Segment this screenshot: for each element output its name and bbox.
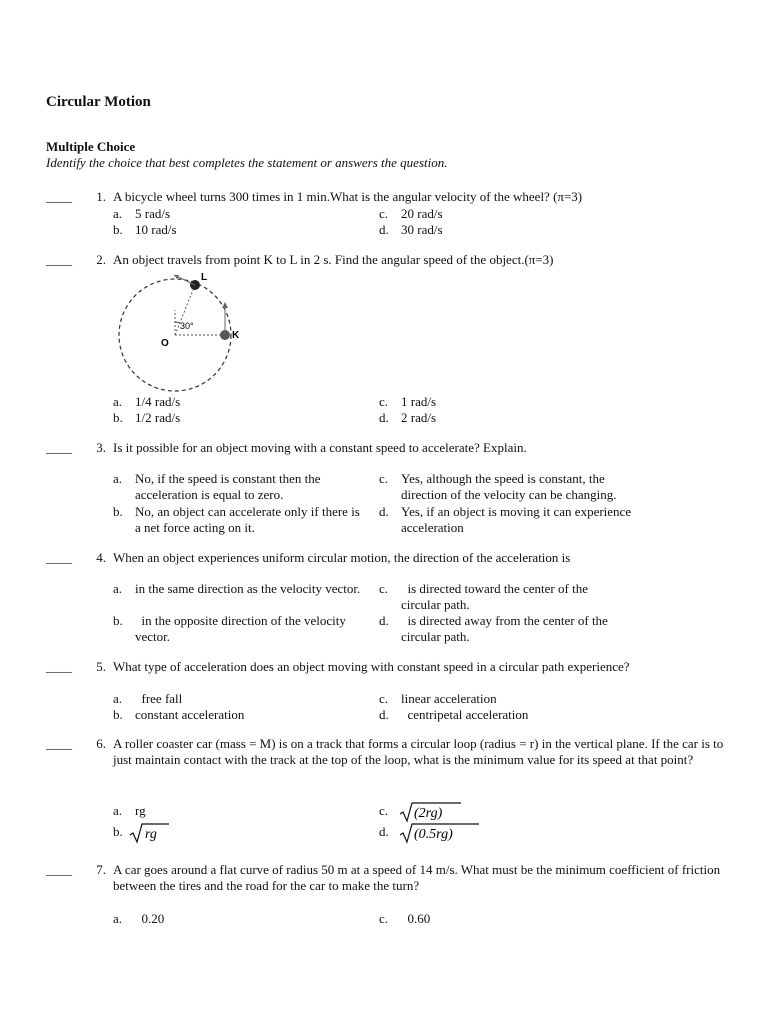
option-text: rg [135, 803, 146, 818]
question-text: A bicycle wheel turns 300 times in 1 min.What is the angular velocity of the wheel? (π=3) [113, 189, 583, 204]
option-text: 0.20 [135, 911, 165, 926]
label-L: L [201, 272, 208, 283]
question-text: A car goes around a flat curve of radius 50 m at a speed of 14 m/s. What must be the minimum coefficient of friction between the tires and the road for the car to make the turn? [113, 862, 721, 893]
angle-label: 30° [180, 321, 194, 331]
question-text: A roller coaster car (mass = M) is on a track that forms a circular loop (radius = r) in the vertical plane. If the car is to just maintain contact with the track at the top of the loop, what is the minimum value for its speed at that point? [113, 736, 724, 767]
option-formula [399, 801, 461, 823]
option-letter: d. [379, 222, 389, 237]
option-text: in the opposite direction of the velocity vector. [135, 613, 350, 644]
option-letter: c. [379, 471, 389, 486]
option-letter: a. [113, 471, 123, 486]
answer-blank[interactable]: ____ [46, 189, 72, 204]
question-number: 5. [96, 659, 106, 674]
option-text: constant acceleration [135, 707, 245, 722]
option-text: 2 rad/s [401, 410, 437, 425]
option-letter: c. [379, 581, 389, 596]
question-text: An object travels from point K to L in 2 s. Find the angular speed of the object.(π=3) [113, 252, 554, 267]
page-title: Circular Motion [46, 94, 151, 110]
option-letter: d. [379, 504, 389, 519]
option-letter: b. [113, 613, 123, 628]
option-text: is directed away from the center of the circular path. [401, 613, 612, 644]
option-letter: d. [379, 410, 389, 425]
section-heading: Multiple Choice [46, 139, 136, 154]
option-letter: d. [379, 613, 389, 628]
option-letter: c. [379, 206, 389, 221]
arrowhead-K [222, 302, 228, 308]
option-text: free fall [135, 691, 183, 706]
option-letter: d. [379, 707, 389, 722]
option-letter: a. [113, 581, 123, 596]
option-letter: c. [379, 911, 389, 926]
option-text: 1 rad/s [401, 394, 437, 409]
option-letter: a. [113, 691, 123, 706]
option-letter: b. [113, 824, 123, 839]
question-number: 1. [96, 189, 106, 204]
label-K: K [232, 330, 240, 341]
answer-blank[interactable]: ____ [46, 550, 72, 565]
question-text: Is it possible for an object moving with a constant speed to accelerate? Explain. [113, 440, 527, 455]
svg-text:(2rg): (2rg) [414, 806, 443, 821]
question-number: 2. [96, 252, 106, 267]
option-letter: c. [379, 394, 389, 409]
option-letter: b. [113, 222, 123, 237]
question-number: 7. [96, 862, 106, 877]
option-text: Yes, if an object is moving it can experience acceleration [401, 504, 632, 535]
svg-text:rg: rg [145, 827, 157, 842]
instructions: Identify the choice that best completes the statement or answers the question. [46, 155, 448, 170]
square-root-icon [129, 822, 169, 844]
answer-blank[interactable]: ____ [46, 862, 72, 877]
option-letter: a. [113, 803, 123, 818]
option-formula [129, 822, 169, 844]
option-text: is directed toward the center of the circular path. [401, 581, 592, 612]
option-text: No, if the speed is constant then the acceleration is equal to zero. [135, 471, 321, 502]
option-text: 10 rad/s [135, 222, 177, 237]
option-letter: a. [113, 394, 123, 409]
square-root-icon [399, 801, 461, 823]
option-letter: b. [113, 504, 123, 519]
option-letter: c. [379, 803, 389, 818]
option-text: 0.60 [401, 911, 431, 926]
question-number: 6. [96, 736, 106, 751]
option-letter: c. [379, 691, 389, 706]
answer-blank[interactable]: ____ [46, 736, 72, 751]
question-text: What type of acceleration does an object moving with constant speed in a circular path experience? [113, 659, 630, 674]
label-O: O [161, 338, 169, 349]
option-text: 1/2 rad/s [135, 410, 181, 425]
question-number: 3. [96, 440, 106, 455]
option-text: linear acceleration [401, 691, 497, 706]
option-text: No, an object can accelerate only if there is a net force acting on it. [135, 504, 360, 535]
square-root-icon [399, 822, 479, 844]
option-text: 5 rad/s [135, 206, 171, 221]
answer-blank[interactable]: ____ [46, 252, 72, 267]
option-letter: b. [113, 707, 123, 722]
option-text: Yes, although the speed is constant, the direction of the velocity can be changing. [401, 471, 617, 502]
option-letter: d. [379, 824, 389, 839]
question-number: 4. [96, 550, 106, 565]
option-text: 20 rad/s [401, 206, 443, 221]
option-letter: a. [113, 206, 123, 221]
option-letter: b. [113, 410, 123, 425]
option-formula [399, 822, 479, 844]
circle-diagram [108, 270, 248, 392]
option-letter: a. [113, 911, 123, 926]
option-text: centripetal acceleration [401, 707, 529, 722]
answer-blank[interactable]: ____ [46, 440, 72, 455]
question-text: When an object experiences uniform circular motion, the direction of the acceleration is [113, 550, 571, 565]
answer-blank[interactable]: ____ [46, 659, 72, 674]
option-text: 1/4 rad/s [135, 394, 181, 409]
option-text: 30 rad/s [401, 222, 443, 237]
option-text: in the same direction as the velocity vector. [135, 581, 361, 596]
svg-text:(0.5rg): (0.5rg) [414, 827, 453, 842]
